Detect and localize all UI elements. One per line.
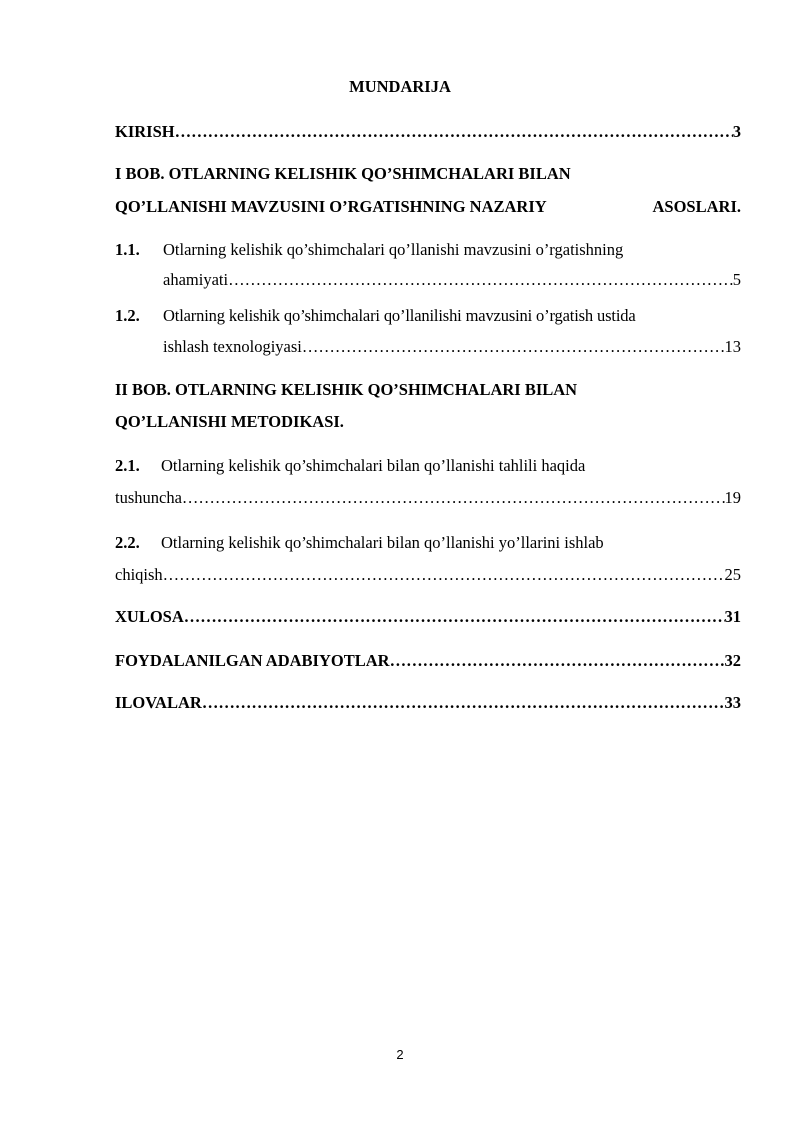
dot-leader [302,336,725,358]
toc-entry-kirish[interactable] [115,121,741,143]
toc-page-number: 32 [724,651,741,670]
toc-title: MUNDARIJA [349,77,451,96]
toc-section-number: 1.1. [115,240,140,259]
toc-section-2-1-line-1[interactable]: Otlarning kelishik qo’shimchalari bilan qo’llanishi tahlili haqida [161,456,586,475]
toc-chapter-2-line-1[interactable]: II BOB. OTLARNING KELISHIK QO’SHIMCHALARI BILAN [115,380,578,399]
page-number: 2 [396,1047,404,1062]
dot-leader [390,650,725,672]
toc-section-number: 2.2. [115,533,140,552]
toc-entry-foydalanilgan-adabiyotlar[interactable] [115,650,741,672]
toc-entry-label: FOYDALANILGAN ADABIYOTLAR [115,651,390,670]
toc-section-2-2-line-1[interactable]: Otlarning kelishik qo’shimchalari bilan qo’llanishi yo’llarini ishlab [161,533,604,552]
dot-leader [228,269,733,291]
dot-leader [184,606,725,628]
dot-leader [175,121,733,143]
toc-page-number: 13 [724,337,741,356]
toc-page-number: 25 [724,565,741,584]
toc-page-number: 33 [724,693,741,712]
toc-section-1-2-line-1[interactable]: Otlarning kelishik qo’shimchalari qo’llanilishi mavzusini o’rgatish ustida [163,306,636,325]
toc-section-1-1-line-2[interactable] [163,269,741,291]
toc-entry-label: XULOSA [115,607,184,626]
toc-section-1-1-line-1[interactable]: Otlarning kelishik qo’shimchalari qo’llanishi mavzusini o’rgatishning [163,240,624,259]
toc-entry-ilovalar[interactable] [115,692,741,714]
toc-section-2-1-line-2[interactable] [115,487,741,509]
toc-page-number: 3 [732,122,741,141]
toc-section-number: 2.1. [115,456,140,475]
toc-page-number: 19 [724,488,741,507]
dot-leader [202,692,725,714]
toc-chapter-2-line-2[interactable]: QO’LLANISHI METODIKASI. [115,412,344,431]
dot-leader [163,564,725,586]
toc-entry-label: tushuncha [115,488,182,507]
toc-entry-label: ILOVALAR [115,693,202,712]
toc-entry-xulosa[interactable] [115,606,741,628]
toc-section-number: 1.2. [115,306,140,325]
toc-entry-label: ahamiyati [163,270,229,289]
toc-entry-label: ishlash texnologiyasi [163,337,302,356]
toc-chapter-1-line-1[interactable]: I BOB. OTLARNING KELISHIK QO’SHIMCHALARI BILAN [115,164,571,183]
toc-entry-label: KIRISH [115,122,175,141]
toc-chapter-1-line-2[interactable] [115,196,741,218]
toc-chapter-1-title-end: ASOSLARI. [652,197,741,216]
toc-page-number: 5 [732,270,741,289]
toc-chapter-1-title-part: QO’LLANISHI MAVZUSINI O’RGATISHNING NAZARIY [115,197,547,216]
toc-page-number: 31 [724,607,741,626]
dot-leader [182,487,725,509]
toc-entry-label: chiqish [115,565,163,584]
toc-section-1-2-line-2[interactable] [163,336,741,358]
toc-section-2-2-line-2[interactable] [115,564,741,586]
